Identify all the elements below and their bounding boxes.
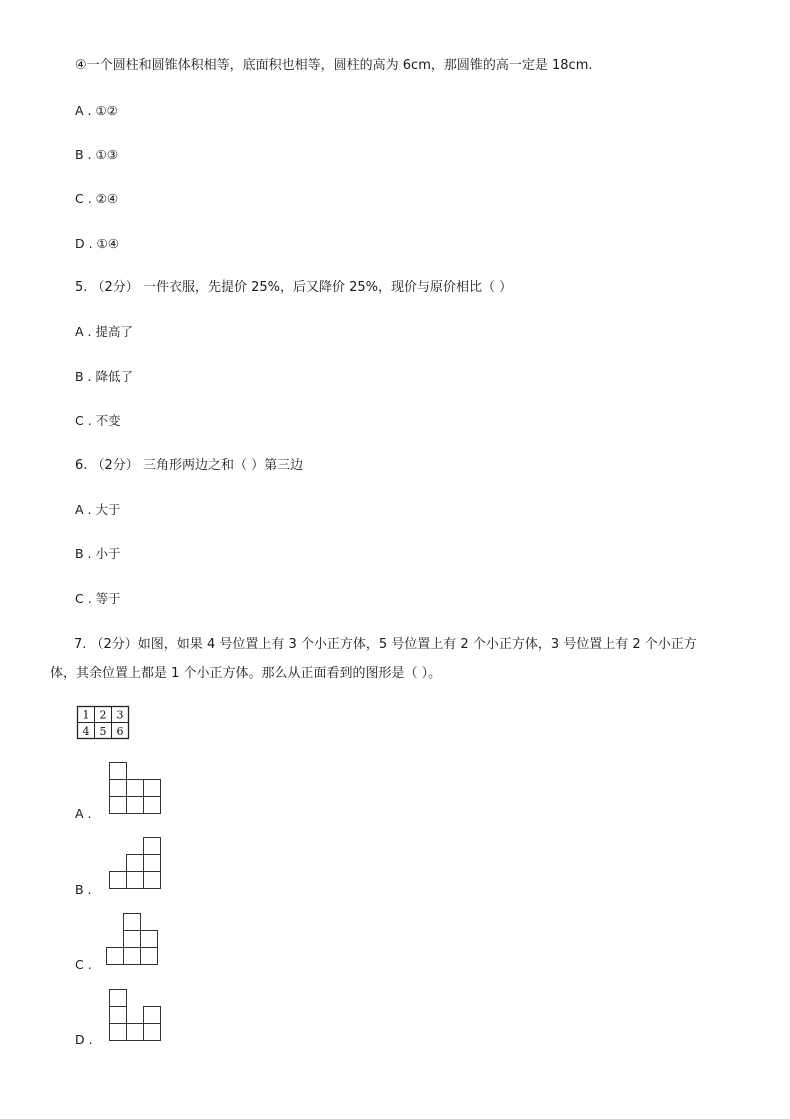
- grid-label-4: 4: [82, 725, 90, 738]
- q6-option-c[interactable]: C . 等于: [75, 591, 121, 606]
- q6-option-a[interactable]: A . 大于: [75, 502, 121, 517]
- q6-option-b[interactable]: B . 小于: [75, 546, 121, 561]
- position-grid-figure: [77, 706, 132, 740]
- q7-option-b[interactable]: B .: [75, 882, 92, 897]
- q4-option-b[interactable]: B . ①③: [75, 147, 118, 162]
- q7-option-d[interactable]: D .: [75, 1032, 93, 1047]
- grid-label-3: 3: [116, 708, 124, 722]
- option-a-figure[interactable]: [109, 762, 165, 816]
- q7-statement: [50, 630, 770, 688]
- q5-option-b[interactable]: B . 降低了: [75, 369, 133, 384]
- q7-line-1: 7. （2分）如图，如果 4 号位置上有 3 个小正方体，5 号位置上有 2 个小正方体，3 号位置上有 2 个小正方: [74, 637, 697, 652]
- grid-label-2: 2: [99, 708, 107, 722]
- q4-statement: ④一个圆柱和圆锥体积相等，底面积也相等，圆柱的高为 6cm，那圆锥的高一定是 18cm.: [75, 58, 593, 73]
- option-d-figure[interactable]: [109, 989, 165, 1043]
- q5-statement: 5. （2分） 一件衣服，先提价 25%，后又降价 25%，现价与原价相比（ ）: [75, 280, 513, 295]
- q7-option-a[interactable]: A .: [75, 806, 92, 821]
- grid-label-1: 1: [82, 708, 90, 722]
- grid-label-6: 6: [116, 725, 124, 738]
- option-c-figure[interactable]: [106, 913, 162, 967]
- q4-option-a[interactable]: A . ①②: [75, 103, 118, 118]
- option-b-figure[interactable]: [109, 837, 165, 891]
- grid-label-5: 5: [99, 725, 107, 738]
- q5-option-c[interactable]: C . 不变: [75, 413, 121, 428]
- q4-option-d[interactable]: D . ①④: [75, 236, 119, 251]
- q6-statement: 6. （2分） 三角形两边之和（ ）第三边: [75, 458, 304, 473]
- q7-option-c[interactable]: C .: [75, 957, 92, 972]
- q4-option-c[interactable]: C . ②④: [75, 191, 119, 206]
- q7-line-2: 体，其余位置上都是 1 个小正方体。那么从正面看到的图形是（ ）。: [50, 666, 442, 681]
- q5-option-a[interactable]: A . 提高了: [75, 324, 133, 339]
